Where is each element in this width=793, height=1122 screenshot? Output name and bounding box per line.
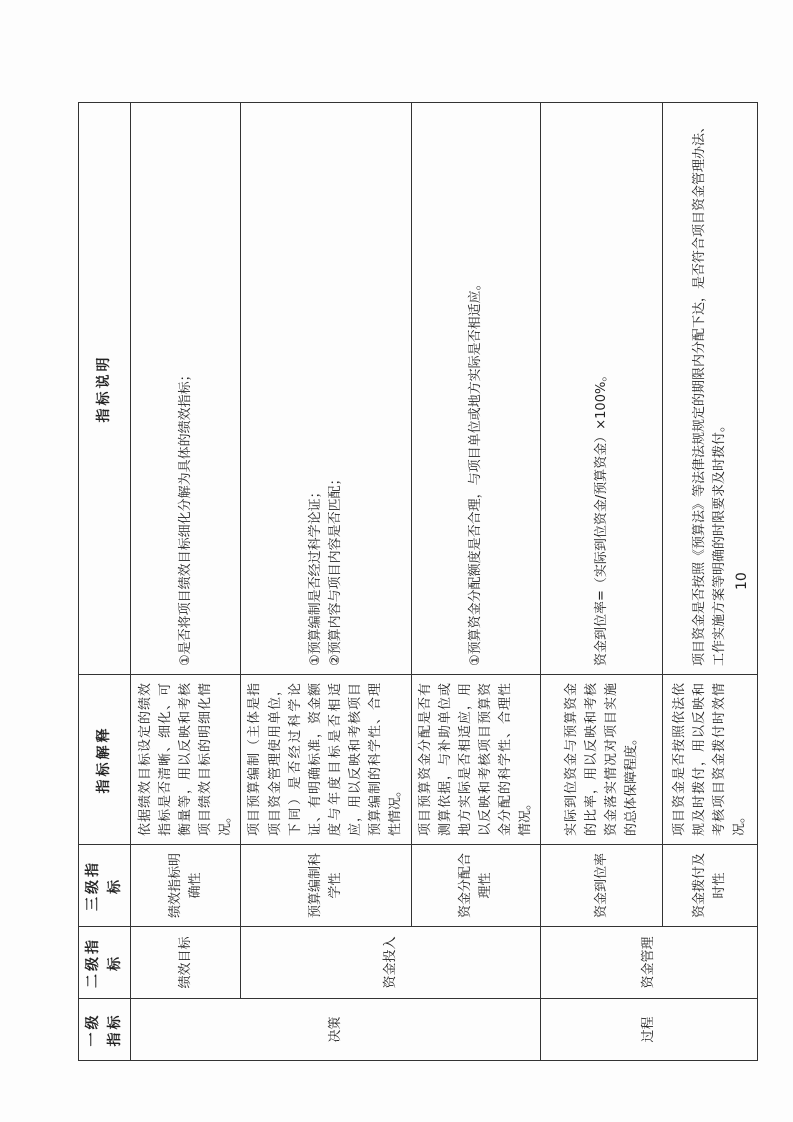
table-row [131,103,241,1061]
level3-cell: 资金分配合理性 [411,845,541,927]
desc-line: 项目资金是否按照《预算法》等法律法规规定的期限内分配下达，是否符合项目资金管理办法、工作实施方案等明确的时限要求及时拨付。 [692,119,728,666]
level1-decision: 决策 [131,999,541,1061]
level2-perf-goal: 绩效目标 [131,927,241,999]
desc-cell [131,103,241,675]
desc-line: ①预算资金分配额度是否合理，与项目单位或地方实际是否相适应。 [467,277,483,666]
header-level3: 三级指标 [79,845,131,927]
level3-cell: 资金拨付及时性 [663,845,758,927]
desc-cell [241,103,411,675]
explain-cell: 依据绩效目标设定的绩效指标是否清晰、细化、可衡量等，用以反映和考核项目绩效目标的明细化情况。 [131,675,241,845]
table-row [541,103,663,1061]
desc-line: ①预算编制是否经过科学论证； [307,485,323,666]
header-level1: 一级指标 [79,999,131,1061]
level3-cell: 预算编制科学性 [241,845,411,927]
indicator-table [78,102,758,1061]
explain-cell: 实际到位资金与预算资金的比率，用以反映和考核资金落实情况对项目实施的总体保障程度。 [541,675,663,845]
table-row [241,103,411,1061]
table-row [411,103,541,1061]
explain-cell: 项目资金是否按照依法依规及时拨付，用以反映和考核项目资金拨付时效情况。 [663,675,758,845]
page-number-text: 10 [734,572,750,590]
header-explain: 指标解释 [79,675,131,845]
table-header-row [79,103,131,1061]
level3-cell: 资金到位率 [541,845,663,927]
level1-process: 过程 [541,999,758,1061]
level2-fund-mgmt: 资金管理 [541,927,758,999]
desc-cell [411,103,541,675]
header-desc: 指标说明 [79,103,131,675]
level3-cell: 绩效指标明确性 [131,845,241,927]
desc-line: 资金到位率=（实际到位资金/预算资金）×100%。 [593,368,609,666]
indicator-table-rotated [78,103,748,1061]
desc-line: ②预算内容与项目内容是否匹配； [327,472,343,666]
explain-cell: 项目预算编制（主体是指项目资金管理使用单位，下同）是否经过科学论证、有明确标准，资金额度与年度目标是否相适应，用以反映和考核项目预算编制的科学性、合理性情况。 [241,675,411,845]
level2-fund-input: 资金投入 [241,927,541,999]
header-level2: 二级指标 [79,927,131,999]
desc-cell [541,103,663,675]
explain-cell: 项目预算资金分配是否有测算依据，与补助单位或地方实际是否相适应，用以反映和考核项目预算资金分配的科学性、合理性情况。 [411,675,541,845]
desc-line: ①是否将项目绩效目标细化分解为具体的绩效指标； [177,368,193,666]
page-number [732,562,752,598]
